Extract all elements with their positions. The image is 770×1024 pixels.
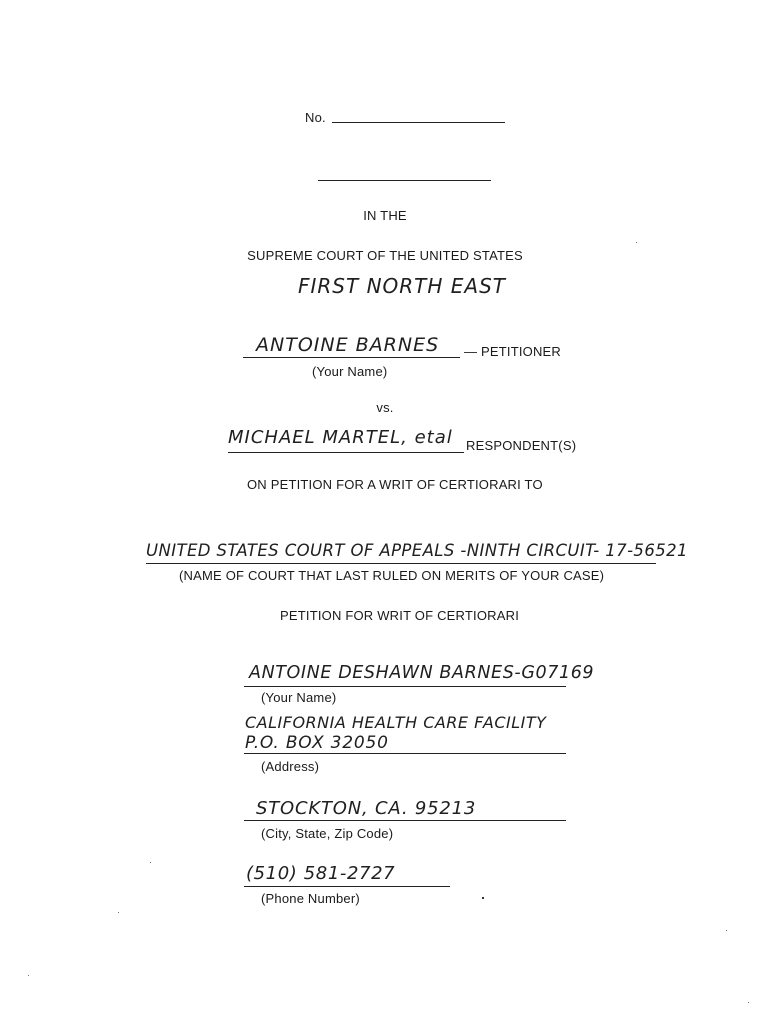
contact-name-line [244, 686, 566, 687]
lower-court-caption: (NAME OF COURT THAT LAST RULED ON MERITS OF YOUR CASE) [179, 568, 605, 583]
court-name-heading: SUPREME COURT OF THE UNITED STATES [247, 248, 523, 263]
phone-caption: (Phone Number) [261, 891, 360, 906]
address-line [244, 753, 566, 754]
contact-name-handwritten: ANTOINE DESHAWN BARNES-G07169 [249, 663, 595, 683]
address-line1-handwritten: CALIFORNIA HEALTH CARE FACILITY [245, 713, 547, 732]
petitioner-label: — PETITIONER [464, 344, 562, 359]
respondent-label: RESPONDENT(S) [466, 438, 577, 453]
lower-court-handwritten: UNITED STATES COURT OF APPEALS -NINTH CIRCUIT- 17-56521 [146, 541, 688, 560]
scan-speck [748, 1002, 749, 1003]
case-number-line [332, 122, 505, 123]
respondent-line [228, 452, 464, 453]
phone-handwritten: (510) 581-2727 [246, 863, 396, 884]
address-caption: (Address) [261, 759, 320, 774]
scan-speck [28, 975, 29, 976]
city-state-zip-handwritten: STOCKTON, CA. 95213 [256, 798, 477, 819]
phone-line [244, 886, 450, 887]
petitioner-line [243, 357, 460, 358]
scan-speck [482, 897, 484, 899]
petitioner-caption: (Your Name) [312, 364, 388, 379]
city-state-zip-caption: (City, State, Zip Code) [261, 826, 394, 841]
versus-label: vs. [376, 400, 394, 415]
case-number-label: No. [305, 110, 326, 125]
contact-name-caption: (Your Name) [261, 690, 337, 705]
respondent-name-handwritten: MICHAEL MARTEL, etal [228, 427, 453, 448]
petition-title: PETITION FOR WRIT OF CERTIORARI [280, 608, 520, 623]
scan-speck [726, 930, 727, 931]
scan-speck [636, 242, 637, 243]
in-the-heading: IN THE [363, 208, 407, 223]
on-petition-text: ON PETITION FOR A WRIT OF CERTIORARI TO [247, 477, 543, 492]
city-state-zip-line [244, 820, 566, 821]
petitioner-name-handwritten: ANTOINE BARNES [256, 334, 440, 356]
lower-court-line [146, 563, 656, 564]
blank-rule [318, 180, 491, 181]
handwritten-district: FIRST NORTH EAST [298, 274, 507, 298]
scan-speck [150, 862, 151, 863]
scan-speck [118, 912, 119, 913]
address-line2-handwritten: P.O. BOX 32050 [245, 733, 389, 753]
